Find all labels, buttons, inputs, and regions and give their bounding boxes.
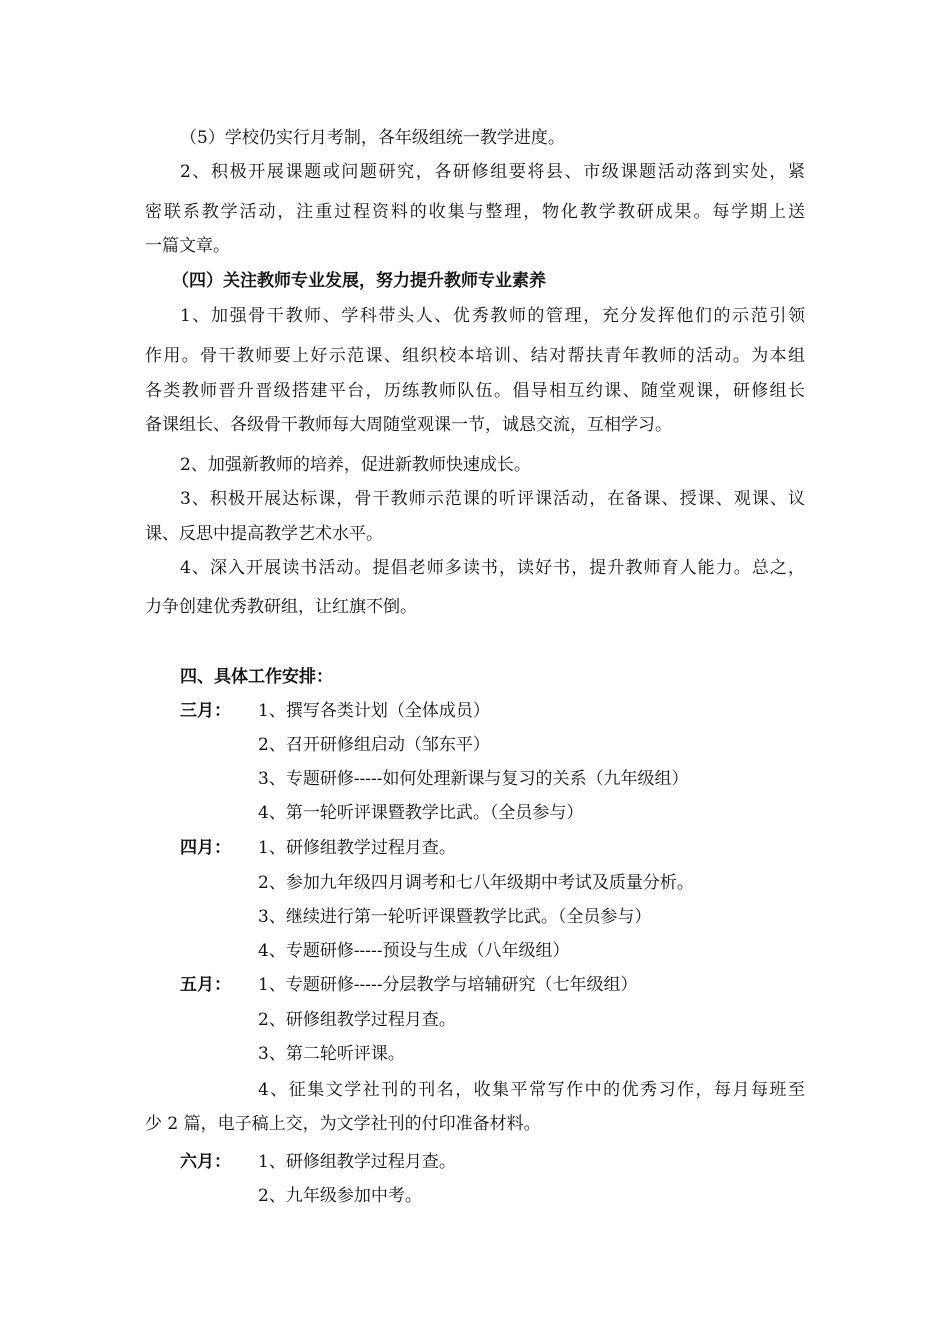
paragraph-standard-class-line-1: 3、积极开展达标课，骨干教师示范课的听评课活动，在备课、授课、观课、议 [180,489,805,509]
list-item: 4、专题研修-----预设与生成（八年级组） [258,941,570,961]
heading-work-schedule: 四、具体工作安排： [180,667,333,687]
paragraph-research-line-3: 一篇文章。 [145,236,230,256]
list-item: 2、召开研修组启动（邹东平） [258,735,490,755]
paragraph-backbone-line-1: 1、加强骨干教师、学科带头人、优秀教师的管理，充分发挥他们的示范引领 [180,306,805,326]
paragraph-reading-line-1: 4、深入开展读书活动。提倡老师多读书，读好书，提升教师育人能力。总之， [180,558,805,578]
paragraph-backbone-line-4: 备课组长、各级骨干教师每大周随堂观课一节，诚恳交流，互相学习。 [145,415,672,435]
list-item: 2、参加九年级四月调考和七八年级期中考试及质量分析。 [258,873,694,893]
list-item-journal-line-2: 少 2 篇，电子稿上交，为文学社刊的付印准备材料。 [145,1114,541,1134]
list-item: 3、第二轮听评课。 [258,1044,405,1064]
list-item: 3、继续进行第一轮听评课暨教学比武。（全员参与） [258,907,652,927]
list-item: 1、撰写各类计划（全体成员） [258,701,490,721]
month-label-april: 四月： [180,838,231,858]
paragraph-backbone-line-2: 作用。骨干教师要上好示范课、组织校本培训、结对帮扶青年教师的活动。为本组 [145,346,805,366]
paragraph-research-line-1: 2、积极开展课题或问题研究，各研修组要将县、市级课题活动落到实处，紧 [180,162,805,182]
list-item: 1、研修组教学过程月查。 [258,1152,456,1172]
list-item: 4、第一轮听评课暨教学比武。（全员参与） [258,803,584,823]
list-item: 2、九年级参加中考。 [258,1186,422,1206]
paragraph-new-teachers: 2、加强新教师的培养，促进新教师快速成长。 [180,455,531,475]
list-item: 1、研修组教学过程月查。 [258,838,456,858]
month-label-march: 三月： [180,701,231,721]
list-item: 2、研修组教学过程月查。 [258,1010,456,1030]
list-item: 1、专题研修-----分层教学与培辅研究（七年级组） [258,975,638,995]
paragraph-research-line-2: 密联系教学活动，注重过程资料的收集与整理，物化教学教研成果。每学期上送 [145,202,805,222]
paragraph-backbone-line-3: 各类教师晋升晋级搭建平台，历练教师队伍。倡导相互约课、随堂观课，研修组长 [145,381,805,401]
month-label-may: 五月： [180,975,231,995]
paragraph-monthly-exam: （5）学校仍实行月考制，各年级组统一教学进度。 [180,128,565,148]
list-item-journal-line-1: 4、征集文学社刊的刊名，收集平常写作中的优秀习作，每月每班至 [258,1080,805,1100]
paragraph-standard-class-line-2: 课、反思中提高教学艺术水平。 [145,524,383,544]
month-label-june: 六月： [180,1152,231,1172]
paragraph-reading-line-2: 力争创建优秀教研组，让红旗不倒。 [145,597,417,617]
heading-teacher-development: （四）关注教师专业发展，努力提升教师专业素养 [172,271,546,291]
list-item: 3、专题研修-----如何处理新课与复习的关系（九年级组） [258,769,689,789]
